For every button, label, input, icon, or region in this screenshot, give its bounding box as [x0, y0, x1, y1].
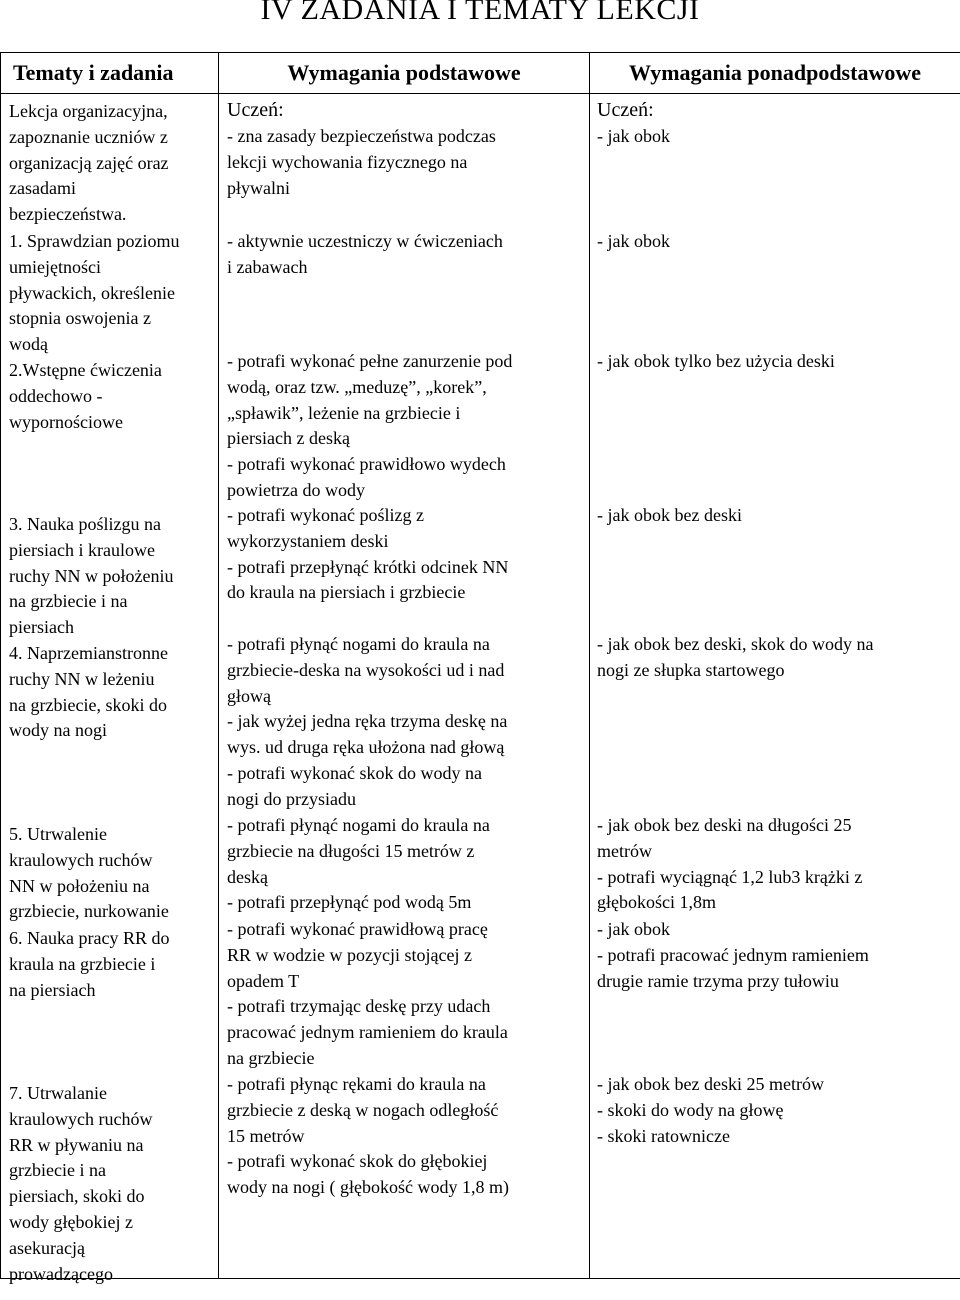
advanced-item: - jak obok bez deski, skok do wody na nogi ze słupka startowego — [597, 634, 874, 680]
advanced-item: - jak obok — [597, 231, 670, 251]
lessons-table — [0, 52, 960, 1284]
header-basic-requirements: Wymagania podstawowe — [219, 53, 590, 94]
advanced-item: - jak obok tylko bez użycia deski — [597, 351, 835, 371]
basic-item: - potrafi płynąć nogami do kraula na grzbiecie-deska na wysokości ud i nad głową - jak wyżej jedna ręka trzyma deskę na wys. ud druga ręka ułożona nad głową - potrafi wykonać skok do wody na nogi do przysiadu — [227, 634, 508, 809]
topic-item: 6. Nauka pracy RR do kraula na grzbiecie i na piersiach — [9, 928, 170, 1000]
basic-requirements-column — [219, 94, 590, 1279]
student-label: Uczeń: — [227, 99, 284, 121]
header-topics: Tematy i zadania — [1, 53, 219, 94]
header-advanced-requirements: Wymagania ponadpodstawowe — [590, 53, 960, 94]
table-header-row — [1, 53, 960, 94]
table-row — [1, 94, 960, 1279]
topic-item: 5. Utrwalenie kraulowych ruchów NN w położeniu na grzbiecie, nurkowanie — [9, 824, 169, 922]
advanced-requirements-column — [590, 94, 960, 1279]
student-label: Uczeń: — [597, 99, 654, 121]
topic-item: 7. Utrwalanie kraulowych ruchów RR w pływaniu na grzbiecie i na piersiach, skoki do wody głębokiej z asekuracją prowadzącego — [9, 1083, 153, 1284]
basic-item: - potrafi wykonać prawidłową pracę RR w wodzie w pozycji stojącej z opadem T - potrafi trzymając deskę przy udach pracować jednym ramieniem do kraula na grzbiecie — [227, 919, 508, 1068]
topic-item: 1. Sprawdzian poziomu umiejętności pływackich, określenie stopnia oswojenia z wodą — [9, 231, 180, 355]
advanced-item: - jak obok — [597, 126, 670, 146]
basic-item: - potrafi wykonać poślizg z wykorzystaniem deski - potrafi przepłynąć krótki odcinek NN do kraula na piersiach i grzbiecie — [227, 505, 509, 603]
basic-item: - potrafi płynąc rękami do kraula na grzbiecie z deską w nogach odległość 15 metrów - potrafi wykonać skok do głębokiej wody na nogi ( głębokość wody 1,8 m) — [227, 1074, 509, 1198]
basic-item: - potrafi wykonać pełne zanurzenie pod wodą, oraz tzw. „meduzę”, „korek”, „spławik”, leżenie na grzbiecie i piersiach z deską - potrafi wykonać prawidłowo wydech powietrza do wody — [227, 351, 513, 500]
advanced-item: - jak obok bez deski 25 metrów - skoki do wody na głowę - skoki ratownicze — [597, 1074, 824, 1146]
topic-item: 3. Nauka poślizgu na piersiach i kraulowe ruchy NN w położeniu na grzbiecie i na piersiach — [9, 514, 174, 638]
basic-item: - zna zasady bezpieczeństwa podczas lekcji wychowania fizycznego na pływalni — [227, 126, 496, 198]
advanced-item: - jak obok - potrafi pracować jednym ramieniem drugie ramie trzyma przy tułowiu — [597, 919, 869, 991]
advanced-item: - jak obok bez deski na długości 25 metrów - potrafi wyciągnąć 1,2 lub3 krążki z głębokości 1,8m — [597, 815, 863, 913]
basic-item: - potrafi płynąć nogami do kraula na grzbiecie na długości 15 metrów z deską - potrafi przepłynąć pod wodą 5m — [227, 815, 490, 913]
page-title: IV ZADANIA I TEMATY LEKCJI — [260, 0, 700, 26]
basic-item: - aktywnie uczestniczy w ćwiczeniach i zabawach — [227, 231, 503, 277]
topics-column — [1, 94, 219, 1284]
topic-item: 2.Wstępne ćwiczenia oddechowo - wypornościowe — [9, 360, 162, 432]
topic-item: 4. Naprzemianstronne ruchy NN w leżeniu na grzbiecie, skoki do wody na nogi — [9, 643, 168, 741]
advanced-item: - jak obok bez deski — [597, 505, 742, 525]
topic-item: Lekcja organizacyjna, zapoznanie uczniów z organizacją zajęć oraz zasadami bezpieczeństwa. — [9, 101, 169, 225]
